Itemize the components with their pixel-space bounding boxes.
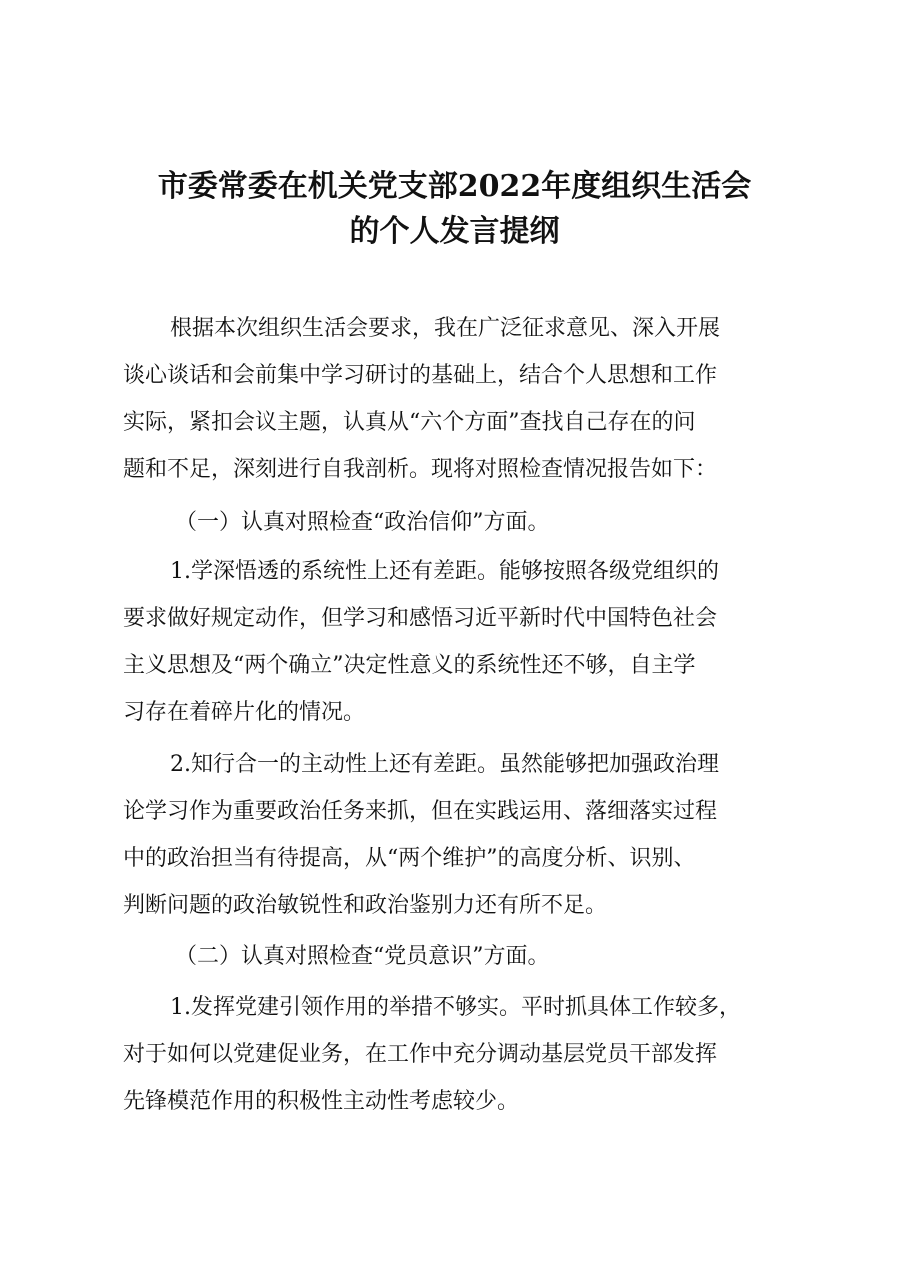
section-heading: （一）认真对照检查“政治信仰”方面。	[175, 510, 550, 535]
paragraph-line: 题和不足，深刻进行自我剖析。现将对照检查情况报告如下：	[123, 457, 718, 482]
document-title-line-2: 的个人发言提纲	[349, 214, 560, 249]
paragraph-line: 对于如何以党建促业务，在工作中充分调动基层党员干部发挥	[123, 1042, 718, 1067]
paragraph-line: 1.学深悟透的系统性上还有差距。能够按照各级党组织的	[170, 559, 719, 584]
paragraph-line: 主义思想及“两个确立”决定性意义的系统性还不够，自主学	[123, 653, 696, 678]
paragraph-line: 先锋模范作用的积极性主动性考虑较少。	[123, 1089, 520, 1114]
section-heading: （二）认真对照检查“党员意识”方面。	[175, 944, 550, 969]
paragraph-line: 2.知行合一的主动性上还有差距。虽然能够把加强政治理	[170, 752, 719, 777]
paragraph-line: 论学习作为重要政治任务来抓，但在实践运用、落细落实过程	[123, 799, 718, 824]
paragraph-line: 习存在着碎片化的情况。	[123, 700, 366, 725]
document-title-line-1: 市委常委在机关党支部2022年度组织生活会	[157, 169, 752, 204]
paragraph-line: 要求做好规定动作，但学习和感悟习近平新时代中国特色社会	[123, 606, 718, 631]
paragraph-line: 中的政治担当有待提高，从“两个维护”的高度分析、识别、	[123, 846, 696, 871]
paragraph-line: 谈心谈话和会前集中学习研讨的基础上，结合个人思想和工作	[123, 363, 718, 388]
paragraph-line: 1.发挥党建引领作用的举措不够实。平时抓具体工作较多，	[170, 995, 741, 1020]
paragraph-line: 实际，紧扣会议主题，认真从“六个方面”查找自己存在的问	[123, 410, 696, 435]
paragraph-line: 根据本次组织生活会要求，我在广泛征求意见、深入开展	[170, 316, 721, 341]
paragraph-line: 判断问题的政治敏锐性和政治鉴别力还有所不足。	[123, 893, 608, 918]
